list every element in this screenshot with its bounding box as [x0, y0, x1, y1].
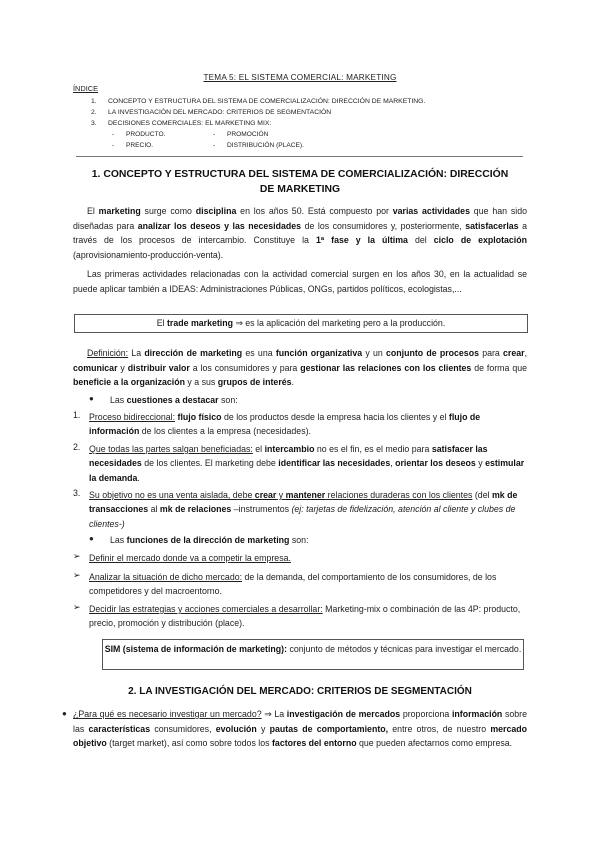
list-number-2: 2. [73, 442, 81, 452]
bullet-icon: ● [89, 534, 94, 543]
arrow-bullet-icon: ➢ [73, 551, 81, 561]
list-number-1: 1. [73, 410, 81, 420]
arrow-bullet-icon: ➢ [73, 602, 81, 612]
list-item-3: Su objetivo no es una venta aislada, debe crear y mantener relaciones duraderas con los clientes (del mk de transacciones al mk de relaciones –instrumentos (ej: tarjetas de fidelización, atención al cliente y clubes de clientes-) [89, 490, 518, 529]
section2-heading: 2. LA INVESTIGACIÓN DEL MERCADO: CRITERIOS DE SEGMENTACIÓN [128, 686, 472, 697]
section1-heading: 1. CONCEPTO Y ESTRUCTURA DEL SISTEMA DE COMERCIALIZACIÓN: DIRECCIÓN DE MARKETING [91, 169, 509, 195]
funcion-item-2: Analizar la situación de dicho mercado: de la demanda, del comportamiento de los consumidores, de los competidores y del macroentorno. [89, 572, 497, 597]
funcion-item-1: Definir el mercado donde va a competir la empresa. [89, 553, 291, 563]
sim-box: SIM (sistema de información de marketing): conjunto de métodos y técnicas para investigar el mercado. [102, 639, 524, 670]
index-item-3: 3. DECISIONES COMERCIALES: EL MARKETING MIX: [91, 120, 272, 127]
funcion-item-3: Decidir las estrategias y acciones comerciales a desarrollar: Marketing-mix o combinación de las 4P: producto, precio, promoción y distribución (place). [89, 604, 521, 629]
document-title: TEMA 5: EL SISTEMA COMERCIAL: MARKETING [203, 73, 397, 82]
definition-paragraph: Definición: La dirección de marketing es una función organizativa y un conjunto de procesos para crear, comunicar y distribuir valor a los consumidores y para gestionar las relaciones con los clientes de forma que beneficie a la organización y a sus grupos de interés. [73, 348, 528, 388]
index-sub-distribucion: - DISTRIBUCIÓN (PLACE). [213, 142, 304, 149]
index-sub-promocion: - PROMOCIÓN [213, 131, 269, 138]
funciones-lead: Las funciones de la dirección de marketing son: [110, 535, 309, 545]
index-item-1: 1. CONCEPTO Y ESTRUCTURA DEL SISTEMA DE COMERCIALIZACIÓN: DIRECCIÓN DE MARKETING. [91, 98, 426, 105]
section1-paragraph-2: Las primeras actividades relacionadas con la actividad comercial surgen en los años 30, en la actualidad se puede aplicar también a IDEAS: Administraciones Públicas, ONGs, partidos políticos, ecologistas,... [73, 269, 527, 294]
section2-paragraph: ¿Para qué es necesario investigar un mercado? ⇒ La investigación de mercados proporciona información sobre las características consumidores, evolución y pautas de comportamiento, entre otros, de nuestro mercado objetivo (target market), así como sobre todos los factores del entorno que pueden afectarnos como empresa. [73, 709, 528, 749]
index-sub-precio: - PRECIO. [112, 142, 154, 149]
index-item-2: 2. LA INVESTIGACIÓN DEL MERCADO: CRITERIOS DE SEGMENTACIÓN [91, 109, 332, 116]
index-label: ÍNDICE [73, 84, 99, 93]
bullet-icon: ● [89, 394, 94, 403]
index-divider [76, 156, 523, 157]
list-number-3: 3. [73, 488, 81, 498]
list-item-2: Que todas las partes salgan beneficiadas: el intercambio no es el fin, es el medio para satisfacer las necesidades de los clientes. El marketing debe identificar las necesidades, orientar los deseos y estimular la demanda. [89, 444, 525, 483]
section1-paragraph-1: El marketing surge como disciplina en los años 50. Está compuesto por varias actividades que han sido diseñadas para analizar los deseos y las necesidades de los consumidores y, posteriormente, satisfacerlas a través de los procesos de intercambio. Constituye la 1ª fase y la última del ciclo de explotación (aprovisionamiento-producción-venta). [73, 206, 527, 260]
arrow-bullet-icon: ➢ [73, 570, 81, 580]
index-sub-producto: - PRODUCTO. [112, 131, 166, 138]
trade-marketing-box: El trade marketing ⇒ es la aplicación del marketing pero a la producción. [74, 314, 528, 333]
bullet-icon: ● [62, 709, 67, 718]
list-item-1: Proceso bidireccional: flujo físico de los productos desde la empresa hacia los clientes y el flujo de información de los clientes a la empresa (necesidades). [89, 412, 481, 437]
cuestiones-lead: Las cuestiones a destacar son: [110, 395, 238, 405]
